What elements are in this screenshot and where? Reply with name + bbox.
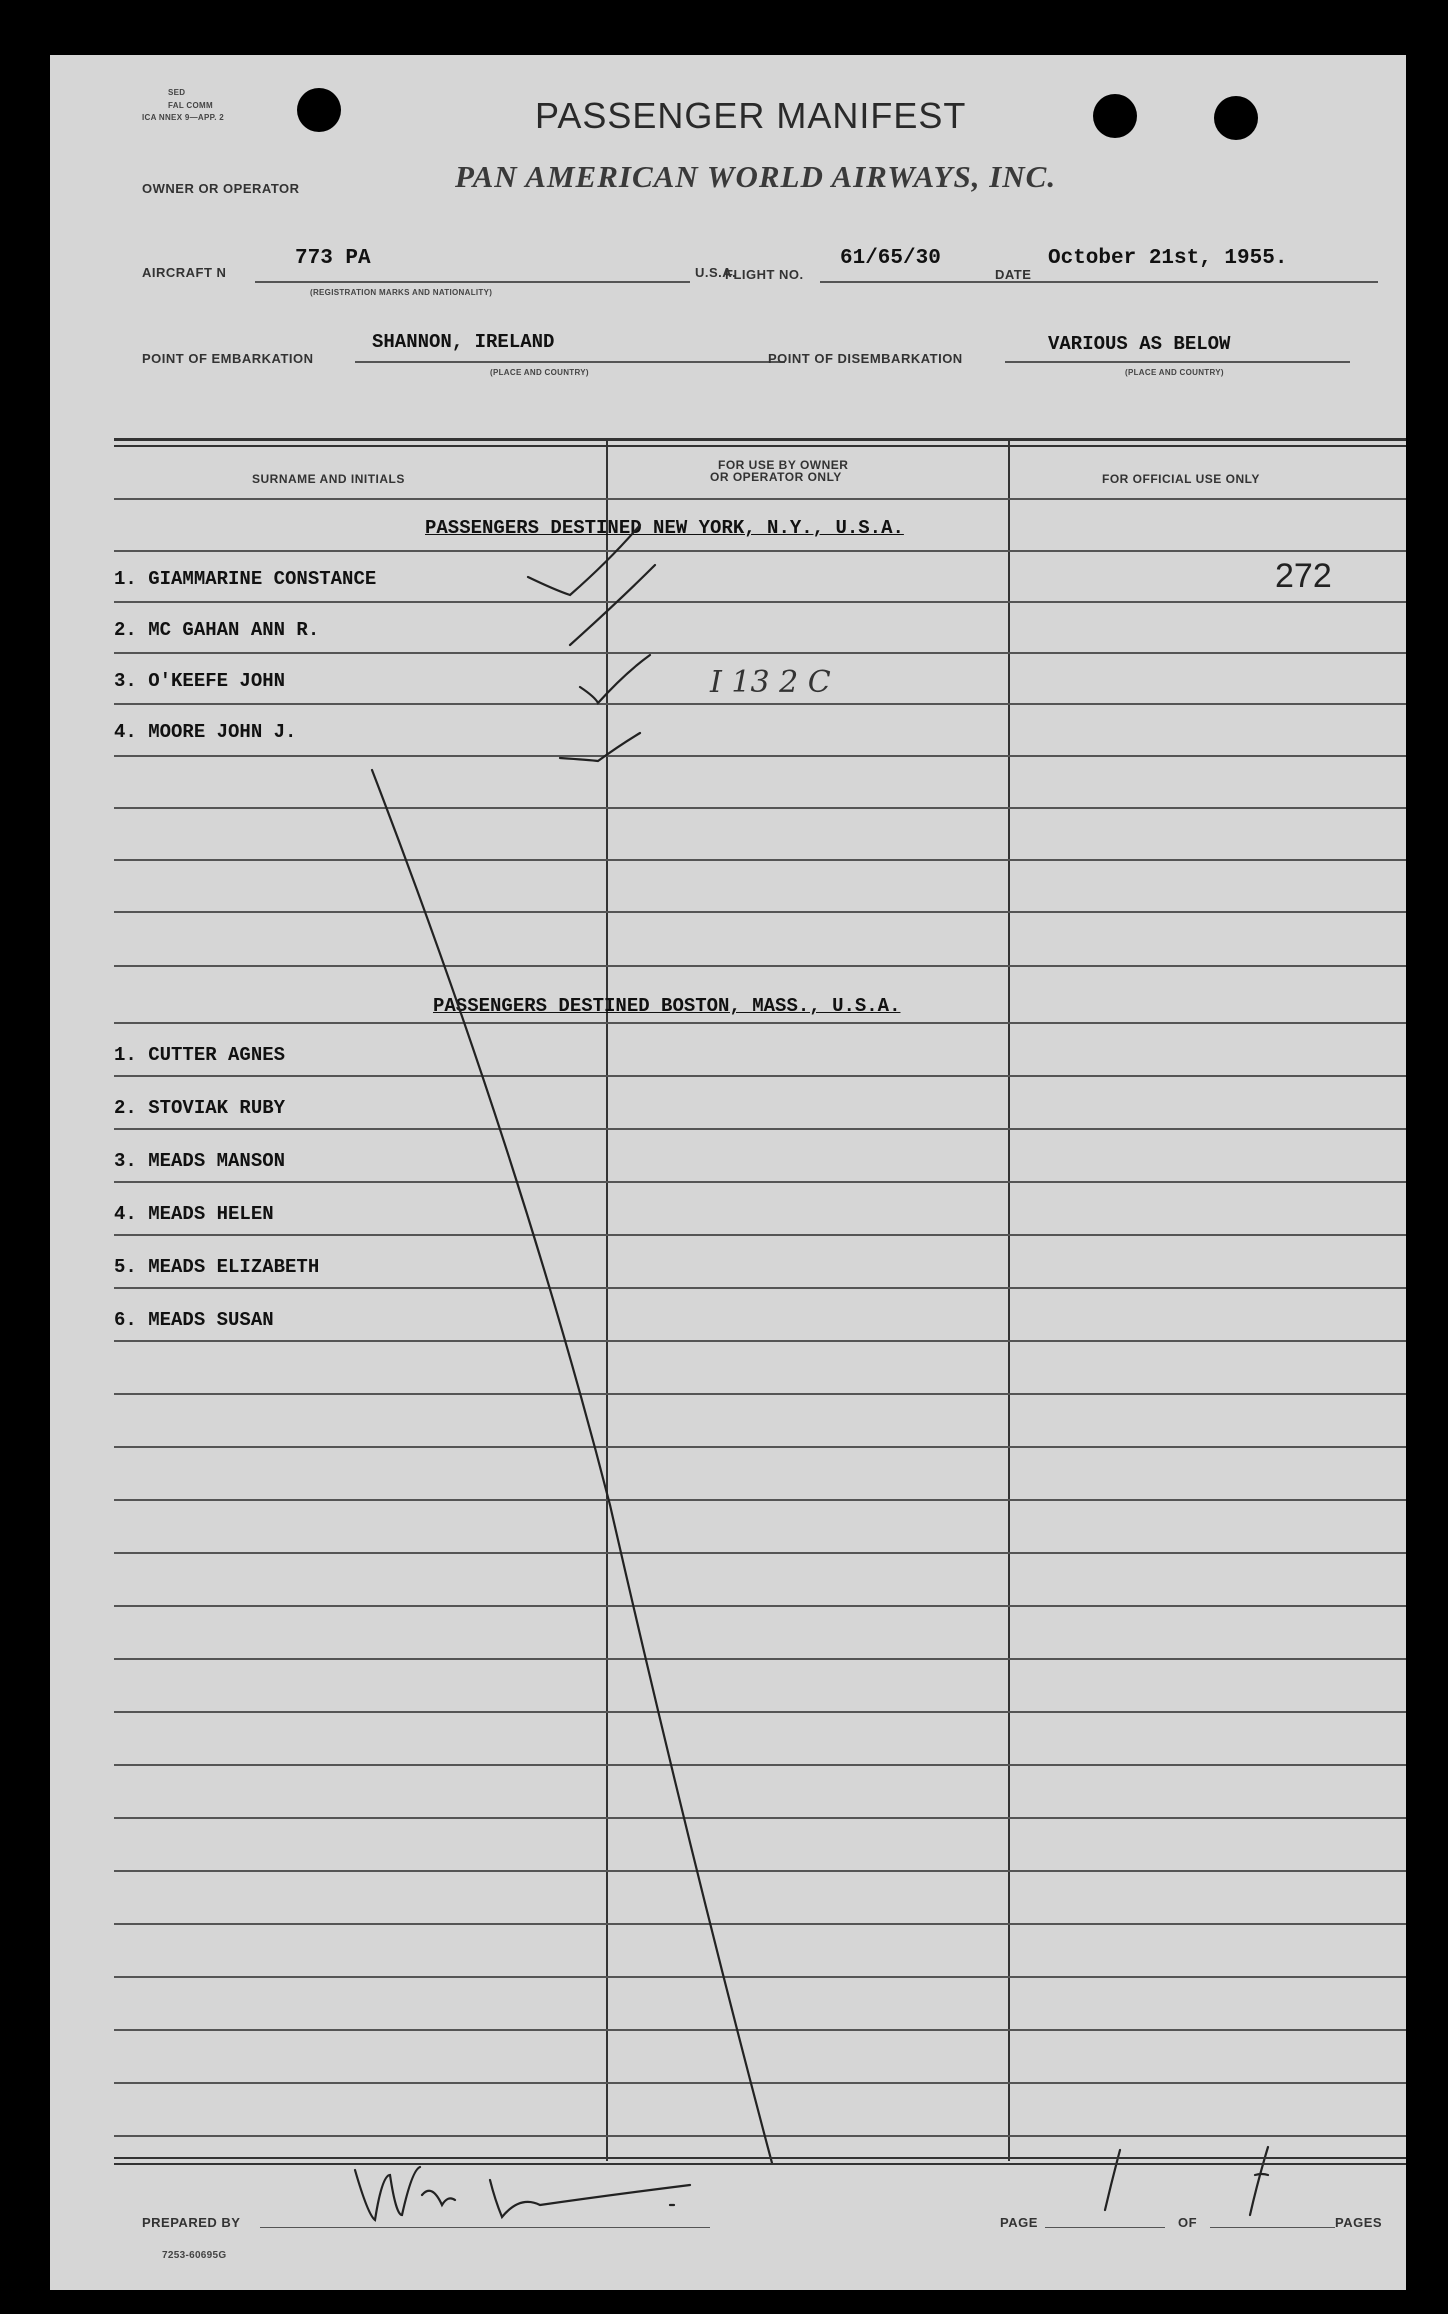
table-rule — [114, 1552, 1406, 1554]
table-rule — [114, 1128, 1406, 1130]
date-label: DATE — [995, 267, 1032, 282]
passenger-row: 2. STOVIAK RUBY — [114, 1097, 286, 1119]
table-rule — [114, 703, 1406, 705]
aircraft-underline — [255, 281, 690, 283]
page-title: PASSENGER MANIFEST — [535, 95, 967, 136]
corner-ref-2: FAL COMM — [168, 101, 213, 110]
handwritten-owner-note: I 13 2 C — [710, 665, 831, 700]
date-value: October 21st, 1955. — [1048, 247, 1288, 270]
signature — [355, 2167, 690, 2220]
column-divider-1 — [606, 441, 608, 2161]
table-rule — [114, 2029, 1406, 2031]
footer-rule-2 — [114, 2163, 1406, 2165]
table-rule — [114, 965, 1406, 967]
form-code: 7253-60695G — [162, 2250, 227, 2261]
table-rule — [114, 859, 1406, 861]
table-rule — [114, 755, 1406, 757]
manifest-page — [50, 55, 1406, 2290]
passenger-row: 4. MOORE JOHN J. — [114, 721, 297, 743]
date-underline — [1040, 281, 1378, 283]
section-heading-boston: PASSENGERS DESTINED BOSTON, MASS., U.S.A. — [433, 995, 901, 1017]
official-number: 272 — [1275, 557, 1332, 595]
embark-sub: (PLACE AND COUNTRY) — [490, 368, 589, 377]
owner-value: PAN AMERICAN WORLD AIRWAYS, INC. — [455, 159, 1057, 194]
column-header-surname: SURNAME AND INITIALS — [252, 472, 405, 486]
table-rule — [114, 1976, 1406, 1978]
table-rule — [114, 550, 1406, 552]
passenger-row: 1. GIAMMARINE CONSTANCE — [114, 568, 377, 590]
table-rule — [114, 1499, 1406, 1501]
table-rule — [114, 1287, 1406, 1289]
column-header-official-use: FOR OFFICIAL USE ONLY — [1102, 472, 1260, 486]
prepared-label: PREPARED BY — [142, 2215, 241, 2230]
passenger-row: 3. O'KEEFE JOHN — [114, 670, 286, 692]
check-mark — [570, 565, 655, 645]
column-header-owner-use-2: OR OPERATOR ONLY — [710, 470, 842, 484]
disembark-sub: (PLACE AND COUNTRY) — [1125, 368, 1224, 377]
table-rule — [114, 1340, 1406, 1342]
table-rule — [114, 1923, 1406, 1925]
pages-label: PAGES — [1335, 2215, 1383, 2230]
table-rule — [114, 1446, 1406, 1448]
corner-ref-3: ICA NNEX 9—APP. 2 — [142, 113, 225, 122]
table-top-rule-1 — [114, 438, 1406, 441]
disembark-underline — [1005, 361, 1350, 363]
table-rule — [114, 1817, 1406, 1819]
owner-label: OWNER OR OPERATOR — [142, 181, 300, 196]
table-rule — [114, 652, 1406, 654]
flight-label: FLIGHT NO. — [725, 267, 804, 282]
table-rule — [114, 807, 1406, 809]
aircraft-sub: (REGISTRATION MARKS AND NATIONALITY) — [310, 288, 493, 297]
flight-value: 61/65/30 — [840, 247, 941, 270]
punch-hole-right — [1214, 96, 1258, 140]
passenger-row: 3. MEADS MANSON — [114, 1150, 286, 1172]
page-handwritten-1 — [1105, 2150, 1120, 2210]
column-divider-2 — [1008, 441, 1010, 2161]
table-rule — [114, 911, 1406, 913]
section-heading-new-york: PASSENGERS DESTINED NEW YORK, N.Y., U.S.A. — [425, 517, 904, 539]
diagonal-cancel-line — [372, 770, 772, 2163]
page-label: PAGE — [1000, 2215, 1038, 2230]
footer-rule-1 — [114, 2157, 1406, 2159]
passenger-row: 1. CUTTER AGNES — [114, 1044, 286, 1066]
table-rule — [114, 1764, 1406, 1766]
table-top-rule-2 — [114, 445, 1406, 447]
table-rule — [114, 498, 1406, 500]
passenger-row: 2. MC GAHAN ANN R. — [114, 619, 320, 641]
pen-marks — [50, 55, 1406, 2290]
page-underline — [1045, 2227, 1165, 2228]
usa-label: U.S.A. — [695, 265, 737, 280]
aircraft-value: 773 PA — [295, 247, 371, 270]
of-underline — [1210, 2227, 1335, 2228]
prepared-underline — [260, 2227, 710, 2228]
table-rule — [114, 1075, 1406, 1077]
table-rule — [114, 2082, 1406, 2084]
disembark-value: VARIOUS AS BELOW — [1048, 333, 1231, 355]
punch-hole-left — [297, 88, 341, 132]
column-header-owner-use-1: FOR USE BY OWNER — [718, 458, 849, 472]
punch-hole-middle — [1093, 94, 1137, 138]
passenger-row: 4. MEADS HELEN — [114, 1203, 274, 1225]
corner-ref-1: SED — [168, 88, 186, 97]
embark-value: SHANNON, IRELAND — [372, 331, 555, 353]
table-rule — [114, 1181, 1406, 1183]
table-rule — [114, 1658, 1406, 1660]
table-rule — [114, 1605, 1406, 1607]
check-mark — [580, 655, 650, 703]
table-rule — [114, 1870, 1406, 1872]
aircraft-label: AIRCRAFT N — [142, 265, 227, 280]
of-label: OF — [1178, 2215, 1198, 2230]
table-rule — [114, 1022, 1406, 1024]
table-rule — [114, 601, 1406, 603]
table-rule — [114, 1234, 1406, 1236]
embark-label: POINT OF EMBARKATION — [142, 351, 314, 366]
passenger-row: 6. MEADS SUSAN — [114, 1309, 274, 1331]
embark-underline — [355, 361, 785, 363]
disembark-label: POINT OF DISEMBARKATION — [768, 351, 963, 366]
table-rule — [114, 2135, 1406, 2137]
passenger-row: 5. MEADS ELIZABETH — [114, 1256, 320, 1278]
table-rule — [114, 1711, 1406, 1713]
table-rule — [114, 1393, 1406, 1395]
